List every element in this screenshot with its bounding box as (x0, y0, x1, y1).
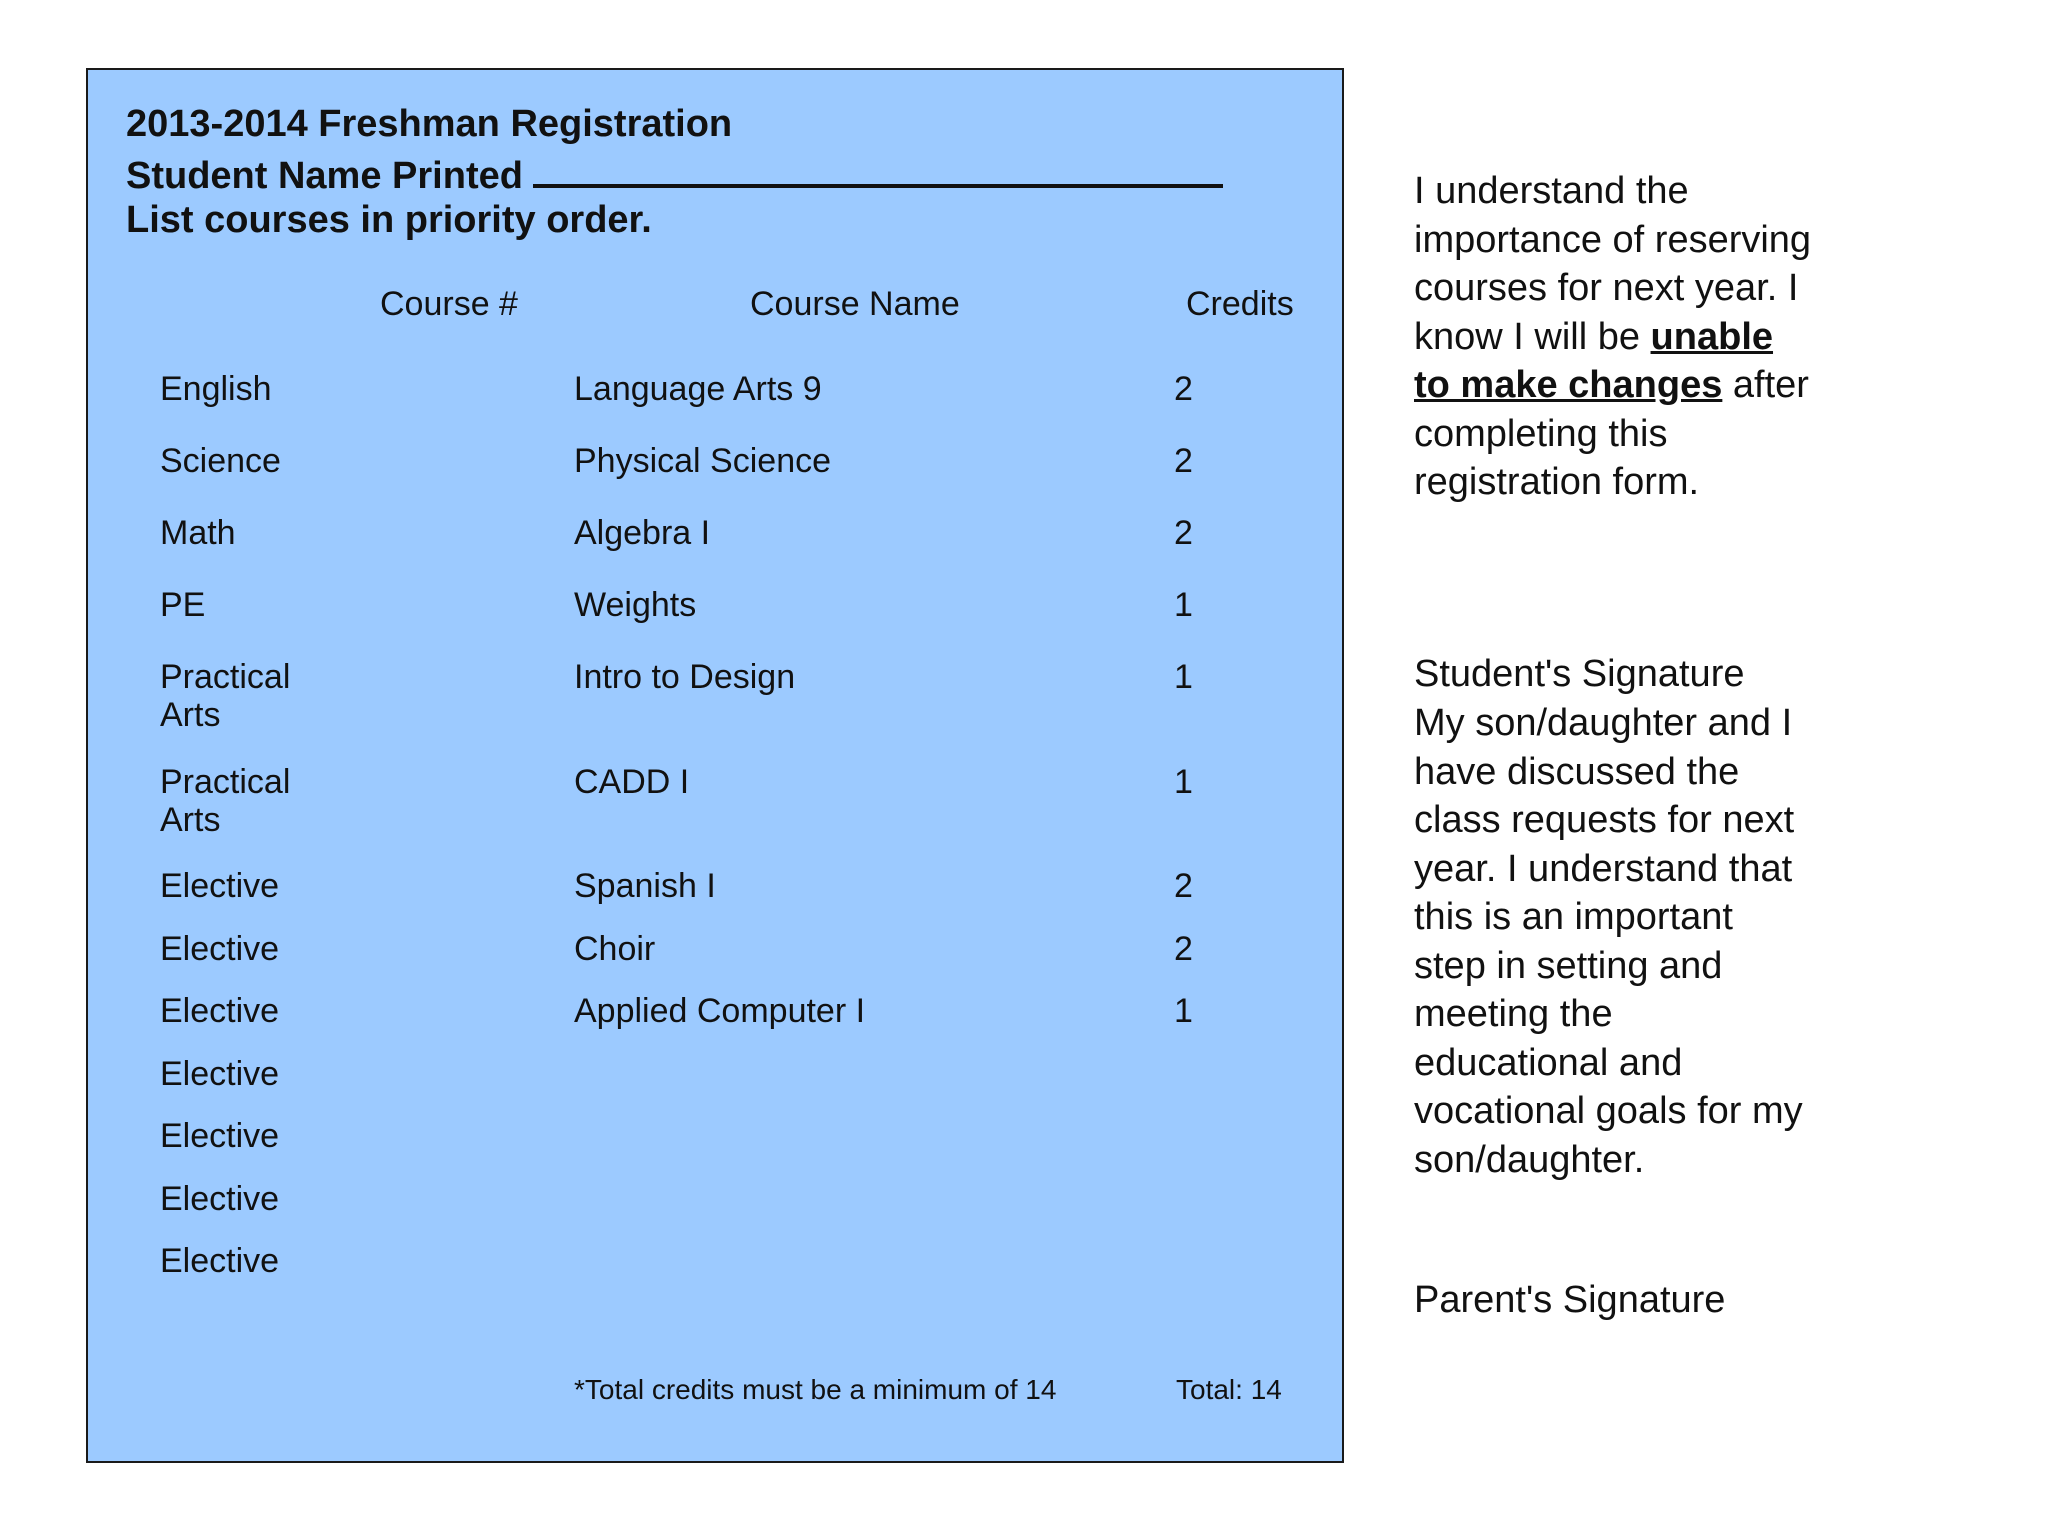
row-credits: 2 (1174, 867, 1193, 905)
row-credits: 1 (1174, 763, 1193, 801)
row-category: Math (160, 514, 236, 552)
agreement-text (1414, 167, 1814, 507)
row-course-name: Intro to Design (574, 658, 796, 696)
row-credits: 2 (1174, 514, 1193, 552)
col-course-name: Course Name (750, 285, 960, 323)
row-category: PE (160, 586, 206, 624)
row-credits: 1 (1174, 586, 1193, 624)
row-category: Elective (160, 1117, 280, 1155)
credits-total: Total: 14 (1176, 1374, 1282, 1405)
row-category: English (160, 370, 272, 408)
col-credits: Credits (1186, 285, 1294, 323)
student-signature-label: Student's Signature (1414, 653, 1745, 695)
row-category: Elective (160, 992, 280, 1030)
parent-statement: My son/daughter and I have discussed the class requests for next year. I understand that this is an important step in setting and meeting the educational and vocational goals for my son/daughter. (1414, 702, 1803, 1181)
row-course-name: Weights (574, 586, 697, 624)
row-course-name: Spanish I (574, 867, 716, 905)
row-category: Practical Arts (160, 763, 291, 839)
student-name-label: Student Name Printed (126, 155, 523, 197)
student-name-row (126, 148, 1223, 200)
row-credits: 2 (1174, 442, 1193, 480)
row-category: Elective (160, 1055, 280, 1093)
student-name-line[interactable] (533, 148, 1223, 188)
row-category: Science (160, 442, 281, 480)
agreement-text-end: after completing this registration form. (1414, 364, 1809, 503)
credits-footnote: *Total credits must be a minimum of 14 (574, 1374, 1057, 1405)
instruction: List courses in priority order. (126, 199, 652, 241)
row-category: Practical Arts (160, 658, 291, 734)
row-course-name: Physical Science (574, 442, 832, 480)
row-category: Elective (160, 867, 280, 905)
row-course-name: Choir (574, 930, 656, 968)
row-category: Elective (160, 1180, 280, 1218)
parent-signature-label: Parent's Signature (1414, 1279, 1726, 1321)
row-credits: 1 (1174, 992, 1193, 1030)
col-course-number: Course # (380, 285, 518, 323)
row-category: Elective (160, 930, 280, 968)
row-category: Elective (160, 1242, 280, 1280)
row-credits: 2 (1174, 930, 1193, 968)
row-course-name: Language Arts 9 (574, 370, 822, 408)
row-course-name: CADD I (574, 763, 690, 801)
row-credits: 1 (1174, 658, 1193, 696)
form-title: 2013-2014 Freshman Registration (126, 103, 733, 145)
row-course-name: Applied Computer I (574, 992, 866, 1030)
agreement-text-start: I understand the importance of reserving courses for next year. I know I will be (1414, 170, 1812, 358)
row-course-name: Algebra I (574, 514, 711, 552)
row-credits: 2 (1174, 370, 1193, 408)
registration-form (86, 68, 1344, 1463)
agreement-emphasis: unable to make changes (1414, 315, 1774, 406)
